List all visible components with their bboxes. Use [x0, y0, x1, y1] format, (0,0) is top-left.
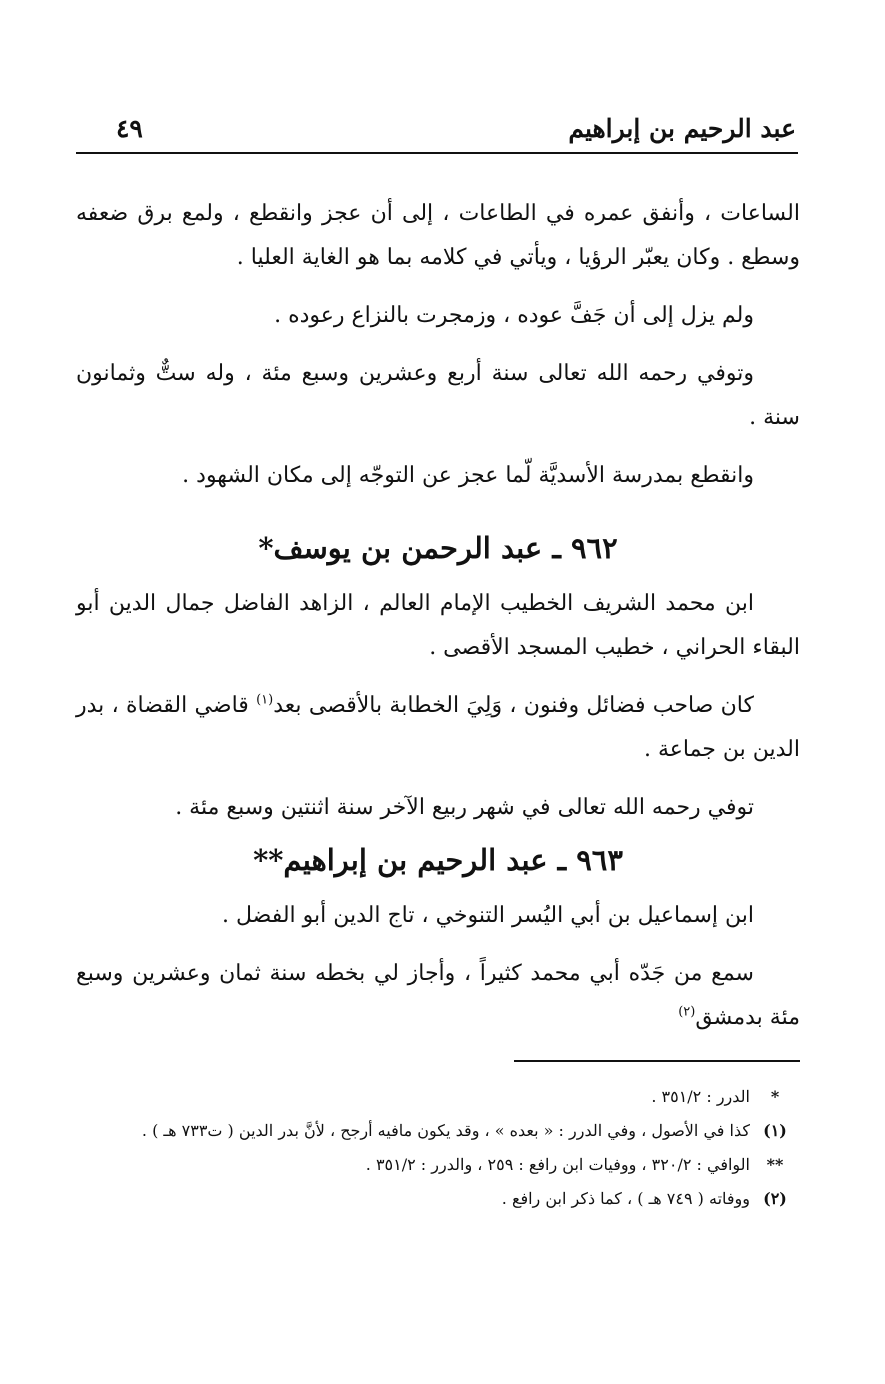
footnote-text: كذا في الأصول ، وفي الدرر : « بعده » ، وقد يكون مافيه أرجح ، لأنَّ بدر الدين ( ت٧٣٣ هـ ) . [141, 1121, 750, 1140]
footnote-mark: ** [766, 1155, 784, 1174]
footnote-reference: (٢) [678, 1004, 696, 1020]
footnote-mark: (٢) [763, 1189, 787, 1208]
paragraph: ابن إسماعيل بن أبي اليُسر التنوخي ، تاج الدين أبو الفضل . [222, 903, 754, 928]
footnote-text: ووفاته ( ٧٤٩ هـ ) ، كما ذكر ابن رافع . [501, 1189, 750, 1208]
footnote-text: الوافي : ٣٢٠/٢ ، ووفيات ابن رافع : ٢٥٩ ، والدرر : ٣٥١/٢ . [365, 1155, 750, 1174]
paragraph-text: قاضي القضاة ، بدر الدين بن جماعة . [76, 693, 800, 762]
entry-title-962: ٩٦٢ ـ عبد الرحمن بن يوسف* [258, 531, 618, 565]
paragraph: وانقطع بمدرسة الأسديَّة لّما عجز عن التوجّه إلى مكان الشهود . [182, 463, 754, 488]
footnote [76, 1148, 800, 1182]
entry-title-963: ٩٦٣ ـ عبد الرحيم بن إبراهيم** [253, 843, 623, 877]
running-title: عبد الرحيم بن إبراهيم [568, 114, 796, 143]
footnote-divider [514, 1060, 800, 1062]
footnote-mark: (١) [763, 1121, 787, 1140]
footnote-reference: (١) [256, 692, 274, 708]
footnote-mark: * [770, 1087, 780, 1106]
footnote [76, 1182, 800, 1216]
running-header [76, 112, 798, 154]
paragraph [76, 952, 800, 1040]
footnote-list [76, 1080, 800, 1216]
paragraph-text: سمع من جَدّه أبي محمد كثيراً ، وأجاز لي بخطه سنة ثمان وعشرين وسبع مئة بدمشق [76, 961, 800, 1030]
footnotes [76, 1060, 800, 1216]
paragraph: توفي رحمه الله تعالى في شهر ربيع الآخر سنة اثنتين وسبع مئة . [175, 795, 754, 820]
footnote-text: الدرر : ٣٥١/٢ . [651, 1087, 750, 1106]
paragraph-text: كان صاحب فضائل وفنون ، وَلِيَ الخطابة بالأقصى بعد [273, 693, 754, 718]
paragraph: ولم يزل إلى أن جَفَّ عوده ، وزمجرت بالنزاع رعوده . [274, 303, 754, 328]
page-number: ٤٩ [116, 114, 143, 143]
paragraph [76, 684, 800, 772]
main-text [76, 192, 800, 1040]
paragraph: وتوفي رحمه الله تعالى سنة أربع وعشرين وسبع مئة ، وله ستٌّ وثمانون سنة . [76, 361, 800, 430]
paragraph: الساعات ، وأنفق عمره في الطاعات ، إلى أن عجز وانقطع ، ولمع برق ضعفه وسطع . وكان يعبّر الرؤيا ، ويأتي في كلامه بما هو الغاية العليا . [76, 201, 800, 270]
paragraph: ابن محمد الشريف الخطيب الإمام العالم ، الزاهد الفاضل جمال الدين أبو البقاء الحراني ، خطيب المسجد الأقصى . [76, 591, 800, 660]
footnote [76, 1080, 800, 1114]
footnote [76, 1114, 800, 1148]
